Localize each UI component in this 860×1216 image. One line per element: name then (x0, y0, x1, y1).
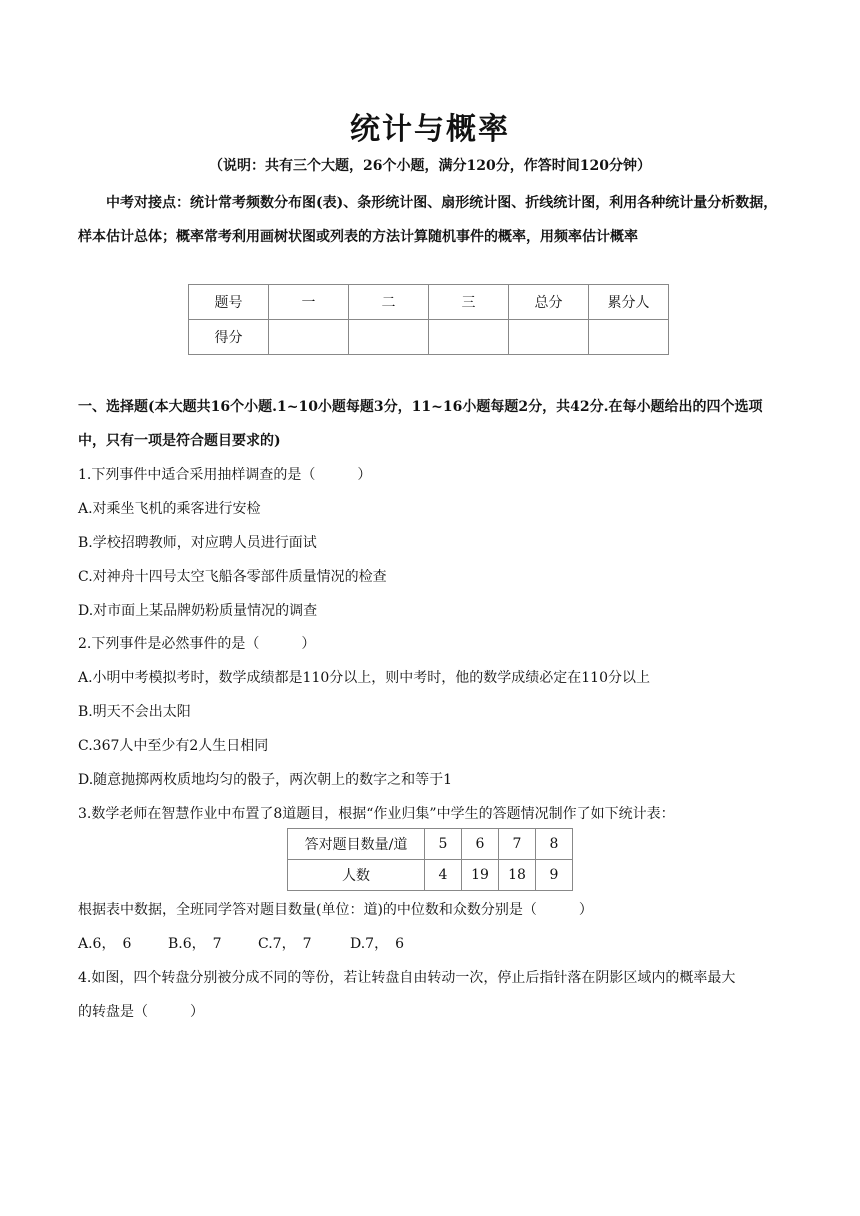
stat-cell: 4 (425, 860, 462, 891)
question-option: B.学校招聘教师，对应聘人员进行面试 (78, 535, 317, 551)
answer-stat-table (287, 828, 573, 891)
section-heading: 一、选择题(本大题共16个小题.1~10小题每题3分，11~16小题每题2分，共42分.在每小题给出的四个选项中，只有一项是符合题目要求的) (78, 399, 763, 449)
score-header-cell: 二 (349, 285, 429, 320)
question-option: A.对乘坐飞机的乘客进行安检 (78, 501, 261, 517)
stat-row-label: 人数 (288, 860, 425, 891)
stat-cell: 9 (536, 860, 573, 891)
stat-cell: 5 (425, 829, 462, 860)
question-option: C.367人中至少有2人生日相同 (78, 738, 269, 754)
question-option: C.对神舟十四号太空飞船各零部件质量情况的检查 (78, 569, 387, 585)
question-option: A.小明中考模拟考时，数学成绩都是110分以上，则中考时，他的数学成绩必定在110分以上 (78, 670, 651, 686)
question-stem: 2.下列事件是必然事件的是（ ） (78, 636, 316, 652)
score-table-score-row (189, 320, 669, 355)
question-option: B.明天不会出太阳 (78, 704, 191, 720)
stat-row-label: 答对题目数量/道 (288, 829, 425, 860)
stat-cell: 18 (499, 860, 536, 891)
score-header-cell: 题号 (189, 285, 269, 320)
page-title: 统计与概率 (350, 112, 510, 147)
score-row-label: 得分 (189, 320, 269, 355)
question-option: D.随意抛掷两枚质地均匀的骰子，两次朝上的数字之和等于1 (78, 772, 453, 788)
score-header-cell: 总分 (509, 285, 589, 320)
stat-row-questions (288, 829, 573, 860)
exam-intro: 中考对接点：统计常考频数分布图(表)、条形统计图、扇形统计图、折线统计图，利用各种统计量分析数据，样本估计总体；概率常考利用画树状图或列表的方法计算随机事件的概率，用频率估计概率 (78, 195, 778, 245)
stat-cell: 8 (536, 829, 573, 860)
question-option: C.7， 7 (258, 936, 312, 952)
score-header-cell: 累分人 (589, 285, 669, 320)
score-cell-empty (589, 320, 669, 355)
question-stem: 1.下列事件中适合采用抽样调查的是（ ） (78, 467, 372, 483)
question-stem: 4.如图，四个转盘分别被分成不同的等份，若让转盘自由转动一次，停止后指针落在阴影区域内的概率最大 (78, 970, 736, 986)
question-option: D.对市面上某品牌奶粉质量情况的调查 (78, 603, 318, 619)
question-stem-continued: 的转盘是（ ） (78, 1004, 204, 1020)
stat-cell: 6 (462, 829, 499, 860)
score-cell-empty (349, 320, 429, 355)
question-option: A.6， 6 (78, 936, 132, 952)
exam-instructions: （说明：共有三个大题，26个小题，满分120分，作答时间120分钟） (209, 158, 651, 174)
stat-cell: 19 (462, 860, 499, 891)
score-table-header-row (189, 285, 669, 320)
stat-row-people (288, 860, 573, 891)
score-cell-empty (509, 320, 589, 355)
score-table (188, 284, 669, 355)
score-header-cell: 三 (429, 285, 509, 320)
score-cell-empty (429, 320, 509, 355)
question-options-row (78, 933, 404, 953)
question-followup: 根据表中数据，全班同学答对题目数量(单位：道)的中位数和众数分别是（ ） (78, 902, 593, 918)
question-option: B.6， 7 (168, 936, 222, 952)
stat-cell: 7 (499, 829, 536, 860)
score-cell-empty (269, 320, 349, 355)
score-header-cell: 一 (269, 285, 349, 320)
question-option: D.7， 6 (350, 936, 404, 952)
question-stem: 3.数学老师在智慧作业中布置了8道题目，根据“作业归集”中学生的答题情况制作了如下统计表： (78, 806, 675, 822)
